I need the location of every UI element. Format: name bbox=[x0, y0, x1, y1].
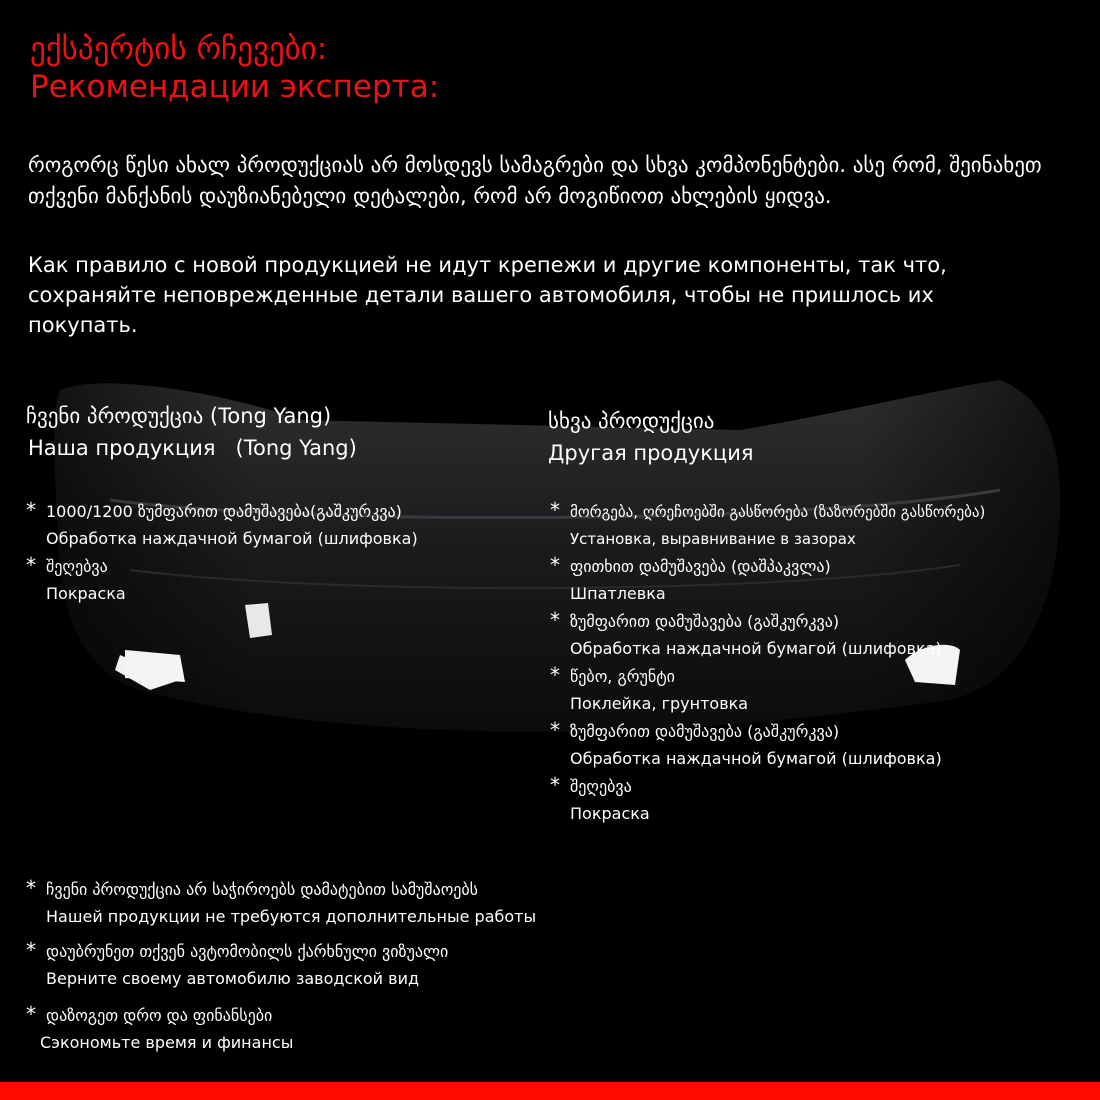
bullet-icon: * bbox=[550, 553, 560, 577]
our-product-column bbox=[26, 400, 536, 464]
benefit-text-georgian: ჩვენი პროდუქცია არ საჭიროებს დამატებით სამუშაოებს bbox=[46, 880, 479, 899]
bottom-accent-bar bbox=[0, 1082, 1100, 1100]
bullet-icon: * bbox=[26, 876, 36, 900]
other-product-heading-georgian: სხვა პროდუქცია bbox=[548, 409, 715, 433]
bullet-icon: * bbox=[550, 773, 560, 797]
item-text-georgian: შეღებვა bbox=[46, 557, 108, 576]
benefit-text-georgian: დაუბრუნეთ თქვენ ავტომობილს ქარხნული ვიზუალი bbox=[46, 942, 449, 961]
page-title-russian: Рекомендации эксперта: bbox=[30, 69, 440, 105]
bullet-icon: * bbox=[26, 498, 36, 522]
bullet-icon: * bbox=[26, 1002, 36, 1026]
item-text-russian: Покраска bbox=[570, 804, 650, 823]
bullet-icon: * bbox=[550, 663, 560, 687]
item-text-russian: Установка, выравнивание в зазорах bbox=[570, 530, 856, 548]
bullet-icon: * bbox=[26, 938, 36, 962]
other-product-column bbox=[548, 405, 1068, 469]
bullet-icon: * bbox=[550, 498, 560, 522]
benefit-text-georgian: დაზოგეთ დრო და ფინანსები bbox=[46, 1006, 273, 1025]
item-text-russian: Поклейка, грунтовка bbox=[570, 694, 749, 713]
page-title-georgian: ექსპერტის რჩევები: bbox=[30, 31, 328, 67]
item-text-russian: Шпатлевка bbox=[570, 584, 666, 603]
other-product-item bbox=[550, 552, 831, 607]
other-product-item bbox=[550, 607, 942, 662]
benefit-text-russian: Верните своему автомобилю заводской вид bbox=[46, 969, 420, 988]
item-text-georgian: წებო, გრუნტი bbox=[570, 667, 675, 686]
item-text-georgian: შეღებვა bbox=[570, 777, 632, 796]
benefit-text-russian: Сэкономьте время и финансы bbox=[40, 1033, 294, 1052]
other-product-item bbox=[550, 497, 985, 553]
item-text-georgian: ფითხით დამუშავება (დაშპაკვლა) bbox=[570, 557, 831, 576]
item-text-georgian: ზუმფარით დამუშავება (გაშკურკვა) bbox=[570, 722, 840, 741]
our-product-heading-russian: Наша продукция (Tong Yang) bbox=[28, 436, 357, 460]
benefit-item bbox=[26, 937, 448, 992]
our-product-item bbox=[26, 552, 126, 607]
intro-text-georgian: როგორც წესი ახალ პროდუქციას არ მოსდევს სამაგრები და სხვა კომპონენტები. ასე რომ, შეინახეთ თქვენი მანქანის დაუზიანებელი დეტალები, რომ არ მოგიწიოთ ახლების ყიდვა. bbox=[28, 153, 1042, 208]
benefit-text-russian: Нашей продукции не требуются дополнительные работы bbox=[46, 907, 537, 926]
benefit-item bbox=[26, 1001, 293, 1056]
other-product-item bbox=[550, 717, 942, 772]
item-text-georgian: მორგება, ღრეჩოებში გასწორება (ზაზორებში გასწორება) bbox=[570, 503, 986, 521]
intro-text-russian: Как правило с новой продукцией не идут крепежи и другие компоненты, так что, сохраняйте неповрежденные детали вашего автомобиля, чтобы не пришлось их покупать. bbox=[28, 253, 947, 337]
bullet-icon: * bbox=[550, 718, 560, 742]
our-product-heading-georgian: ჩვენი პროდუქცია (Tong Yang) bbox=[26, 404, 332, 428]
item-text-russian: Покраска bbox=[46, 584, 126, 603]
other-product-heading-russian: Другая продукция bbox=[548, 441, 754, 465]
benefit-item bbox=[26, 875, 536, 930]
item-text-russian: Обработка наждачной бумагой (шлифовка) bbox=[570, 749, 942, 768]
bullet-icon: * bbox=[550, 608, 560, 632]
item-text-russian: Обработка наждачной бумагой (шлифовка) bbox=[46, 529, 418, 548]
bullet-icon: * bbox=[26, 553, 36, 577]
item-text-georgian: ზუმფარით დამუშავება (გაშკურკვა) bbox=[570, 612, 840, 631]
other-product-item bbox=[550, 662, 748, 717]
item-text-georgian: 1000/1200 ზუმფარით დამუშავება(გაშკურკვა) bbox=[46, 502, 402, 521]
other-product-item bbox=[550, 772, 650, 827]
item-text-russian: Обработка наждачной бумагой (шлифовка) bbox=[570, 639, 942, 658]
our-product-item bbox=[26, 497, 418, 552]
